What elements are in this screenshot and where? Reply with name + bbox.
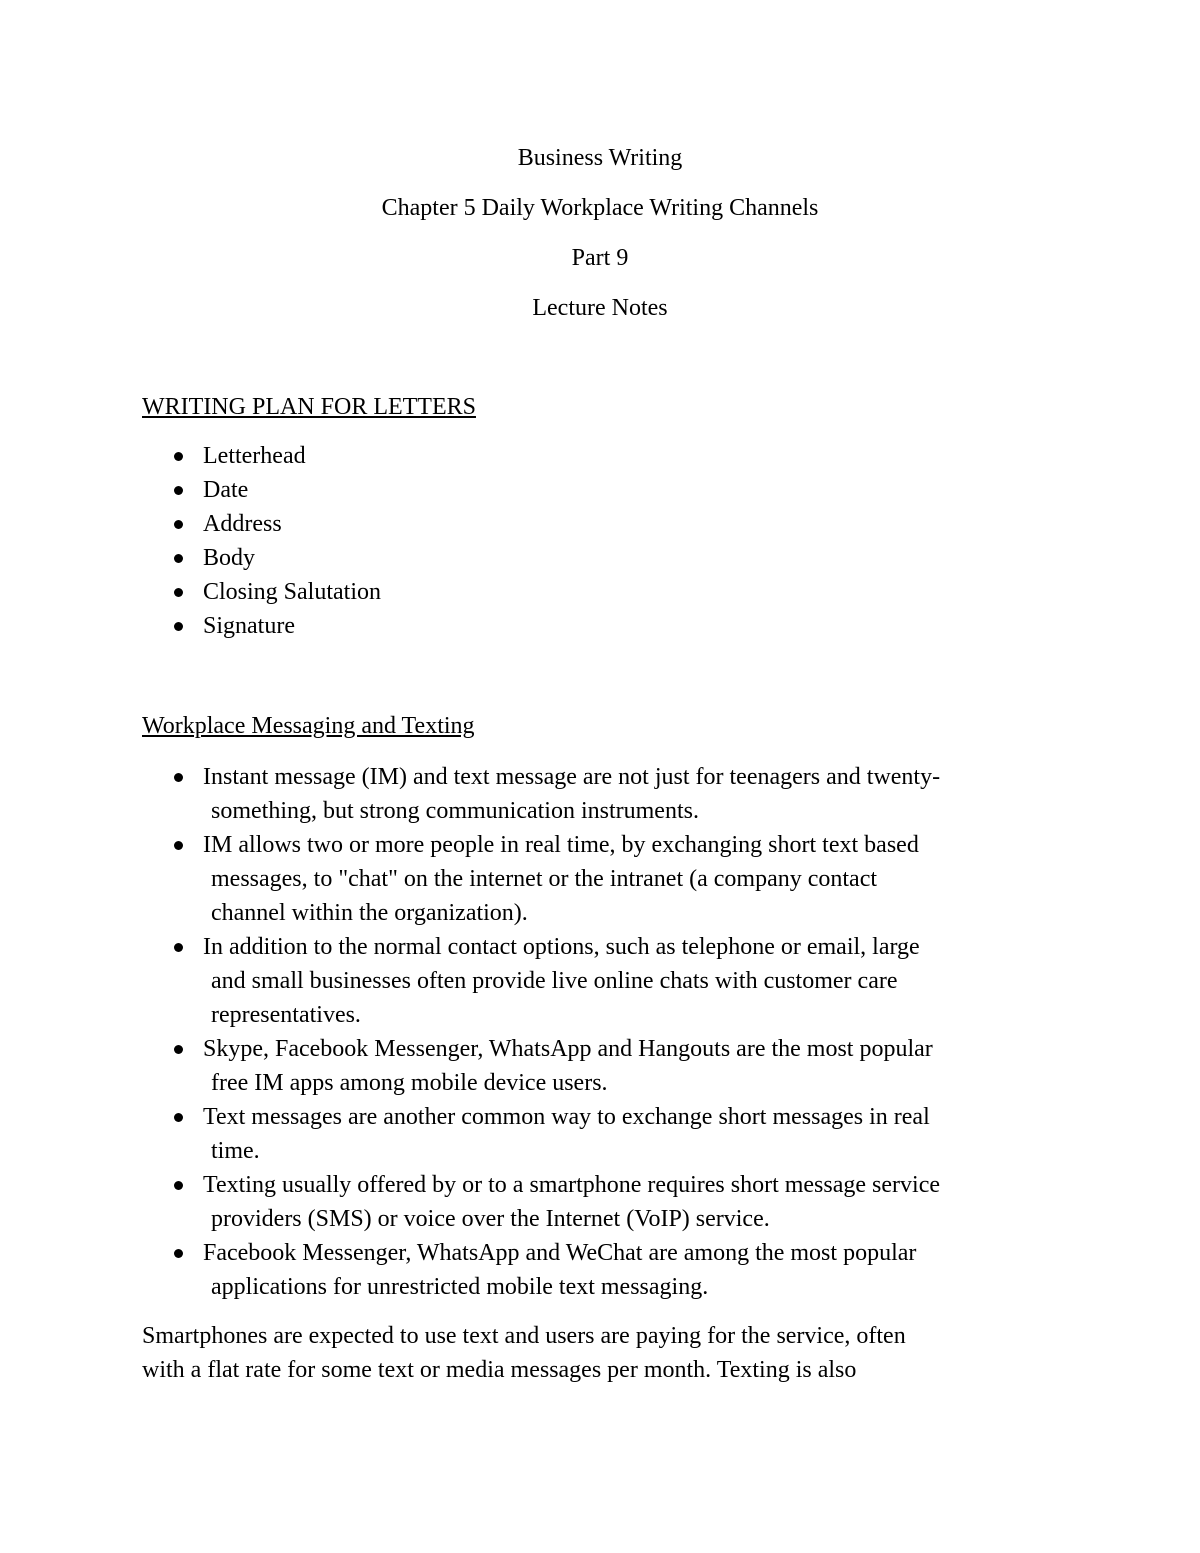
bullet-icon bbox=[174, 943, 183, 952]
list-item: Letterhead bbox=[142, 439, 1062, 473]
section-heading-writing-plan: WRITING PLAN FOR LETTERS bbox=[142, 394, 476, 420]
list-item: Body bbox=[142, 541, 1062, 575]
bullet-icon bbox=[174, 1181, 183, 1190]
bullet-icon bbox=[174, 554, 183, 563]
writing-plan-list bbox=[142, 439, 1062, 643]
list-item: Date bbox=[142, 473, 1062, 507]
course-title: Business Writing bbox=[517, 145, 683, 171]
paragraph-line: with a flat rate for some text or media messages per month. Texting is also bbox=[142, 1357, 857, 1383]
list-item: IM allows two or more people in real time, by exchanging short text based messages, to "chat" on the internet or the intranet (a company contact channel within the organization). bbox=[142, 828, 1062, 930]
paragraph-line: Smartphones are expected to use text and users are paying for the service, often bbox=[142, 1323, 906, 1349]
list-item: In addition to the normal contact options, such as telephone or email, large and small businesses often provide live online chats with customer care representatives. bbox=[142, 930, 1062, 1032]
closing-paragraph bbox=[142, 1319, 906, 1387]
list-item: Skype, Facebook Messenger, WhatsApp and Hangouts are the most popular free IM apps among mobile device users. bbox=[142, 1032, 1062, 1100]
list-item: Text messages are another common way to exchange short messages in real time. bbox=[142, 1100, 1062, 1168]
bullet-icon bbox=[174, 841, 183, 850]
list-item: Signature bbox=[142, 609, 1062, 643]
list-item: Instant message (IM) and text message are not just for teenagers and twenty- something, but strong communication instruments. bbox=[142, 760, 1062, 828]
doc-type-label: Lecture Notes bbox=[532, 295, 668, 321]
bullet-icon bbox=[174, 1249, 183, 1258]
bullet-icon bbox=[174, 622, 183, 631]
bullet-icon bbox=[174, 773, 183, 782]
list-item: Facebook Messenger, WhatsApp and WeChat are among the most popular applications for unrestricted mobile text messaging. bbox=[142, 1236, 1062, 1304]
bullet-icon bbox=[174, 452, 183, 461]
bullet-icon bbox=[174, 1045, 183, 1054]
section-heading-workplace-messaging: Workplace Messaging and Texting bbox=[142, 713, 475, 739]
part-label: Part 9 bbox=[571, 245, 629, 271]
bullet-icon bbox=[174, 486, 183, 495]
list-item: Address bbox=[142, 507, 1062, 541]
bullet-icon bbox=[174, 588, 183, 597]
list-item: Closing Salutation bbox=[142, 575, 1062, 609]
bullet-icon bbox=[174, 520, 183, 529]
messaging-list bbox=[142, 760, 1062, 1304]
bullet-icon bbox=[174, 1113, 183, 1122]
list-item: Texting usually offered by or to a smartphone requires short message service providers (SMS) or voice over the Internet (VoIP) service. bbox=[142, 1168, 1062, 1236]
chapter-title: Chapter 5 Daily Workplace Writing Channels bbox=[381, 195, 819, 221]
